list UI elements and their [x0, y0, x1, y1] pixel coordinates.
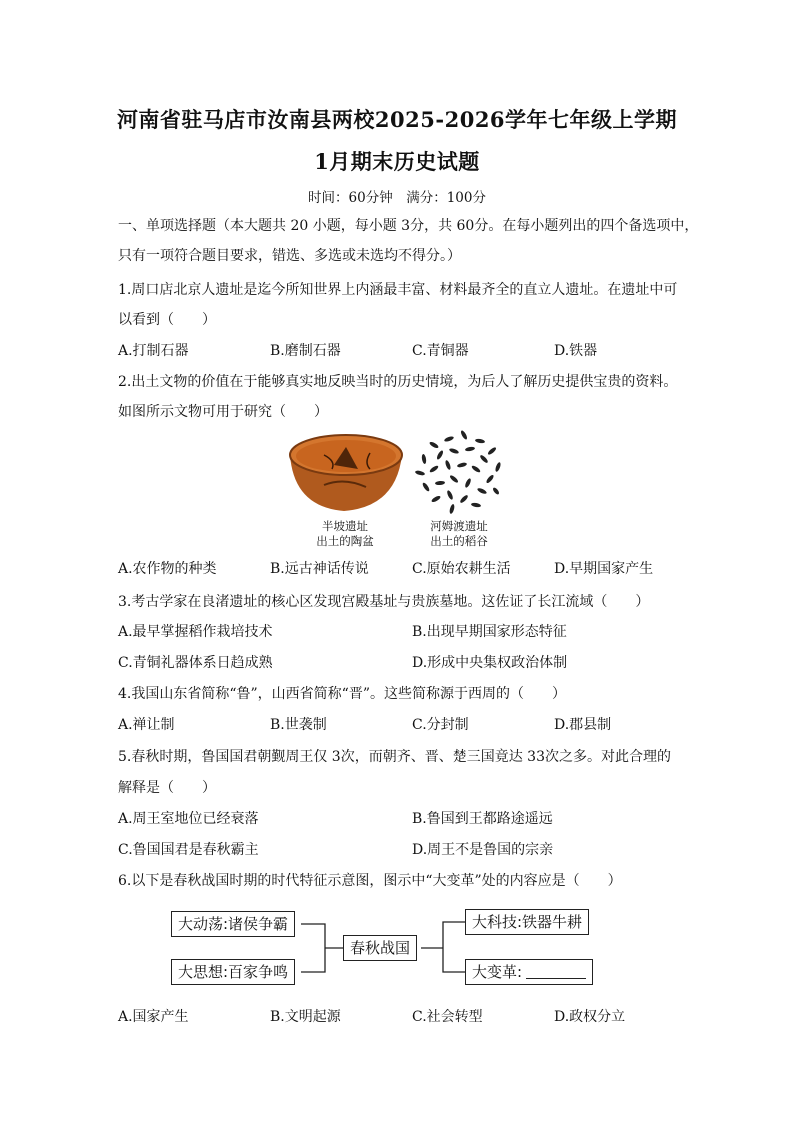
rice-grains-image [415, 425, 504, 514]
question-3-option-d[interactable]: D.形成中央集权政治体制 [412, 655, 568, 671]
question-3-stem: 3.考古学家在良渚遗址的核心区发现宫殿基址与贵族墓地。这佐证了长江流域（ ） [118, 594, 650, 610]
question-4-option-a[interactable]: A.禅让制 [118, 717, 175, 733]
diagram-box-center: 春秋战国 [343, 935, 417, 961]
exam-subtitle: 1月期末历史试题 [314, 149, 480, 174]
question-5-stem: 5.春秋时期，鲁国国君朝觐周王仅 3次，而朝齐、晋、楚三国竟达 33次之多。对此合理的 [118, 749, 671, 765]
question-6-option-c[interactable]: C.社会转型 [412, 1009, 483, 1025]
question-3-option-b[interactable]: B.出现早期国家形态特征 [412, 624, 567, 640]
section-heading-cont: 只有一项符合题目要求，错选、多选或未选均不得分。） [118, 248, 461, 264]
question-4-option-b[interactable]: B.世袭制 [270, 717, 327, 733]
artifact-figure [284, 425, 514, 550]
question-6-stem: 6.以下是春秋战国时期的时代特征示意图，图示中“大变革”处的内容应是（ ） [118, 873, 622, 889]
question-4-option-d[interactable]: D.郡县制 [554, 717, 612, 733]
question-6-option-b[interactable]: B.文明起源 [270, 1009, 341, 1025]
question-5-option-c[interactable]: C.鲁国国君是春秋霸主 [118, 842, 259, 858]
question-1-stem: 1.周口店北京人遗址是迄今所知世界上内涵最丰富、材料最齐全的直立人遗址。在遗址中可 [118, 282, 678, 298]
diagram-box-turmoil: 大动荡:诸侯争霸 [171, 911, 295, 937]
exam-meta: 时间：60分钟 满分：100分 [308, 190, 486, 206]
question-4-stem: 4.我国山东省简称“鲁”，山西省简称“晋”。这些简称源于西周的（ ） [118, 686, 566, 702]
question-2-option-a[interactable]: A.农作物的种类 [118, 561, 217, 577]
diagram-box-thought: 大思想:百家争鸣 [171, 959, 295, 985]
question-2-option-d[interactable]: D.早期国家产生 [554, 561, 654, 577]
basin-caption: 半坡遗址 出土的陶盆 [316, 519, 374, 548]
exam-title: 河南省驻马店市汝南县两校2025-2026学年七年级上学期 [116, 107, 678, 132]
artifact-illustration [284, 425, 514, 517]
question-1-option-d[interactable]: D.铁器 [554, 343, 598, 359]
question-1-option-c[interactable]: C.青铜器 [412, 343, 469, 359]
answer-blank[interactable] [526, 964, 586, 979]
question-5-option-a[interactable]: A.周王室地位已经衰落 [118, 811, 259, 827]
question-5-option-d[interactable]: D.周王不是鲁国的宗亲 [412, 842, 554, 858]
question-2-stem-cont: 如图所示文物可用于研究（ ） [118, 404, 328, 420]
question-1-option-b[interactable]: B.磨制石器 [270, 343, 341, 359]
question-3-option-a[interactable]: A.最早掌握稻作栽培技术 [118, 624, 273, 640]
section-heading: 一、单项选择题（本大题共 20 小题，每小题 3分，共 60分。在每小题列出的四个备选项中， [118, 218, 699, 234]
question-2-option-c[interactable]: C.原始农耕生活 [412, 561, 511, 577]
question-5-stem-cont: 解释是（ ） [118, 780, 216, 796]
question-4-option-c[interactable]: C.分封制 [412, 717, 469, 733]
question-6-option-d[interactable]: D.政权分立 [554, 1009, 626, 1025]
question-3-option-c[interactable]: C.青铜礼器体系日趋成熟 [118, 655, 273, 671]
question-1-option-a[interactable]: A.打制石器 [118, 343, 189, 359]
question-6-option-a[interactable]: A.国家产生 [118, 1009, 189, 1025]
era-feature-diagram [165, 902, 615, 997]
diagram-box-reform: 大变革: [465, 959, 593, 985]
question-5-option-b[interactable]: B.鲁国到王都路途遥远 [412, 811, 553, 827]
pottery-basin-image [290, 435, 402, 511]
question-2-option-b[interactable]: B.远古神话传说 [270, 561, 369, 577]
rice-caption: 河姆渡遗址 出土的稻谷 [430, 519, 488, 548]
question-1-stem-cont: 以看到（ ） [118, 312, 216, 328]
question-2-stem: 2.出土文物的价值在于能够真实地反映当时的历史情境，为后人了解历史提供宝贵的资料。 [118, 374, 678, 390]
diagram-box-technology: 大科技:铁器牛耕 [465, 909, 589, 935]
